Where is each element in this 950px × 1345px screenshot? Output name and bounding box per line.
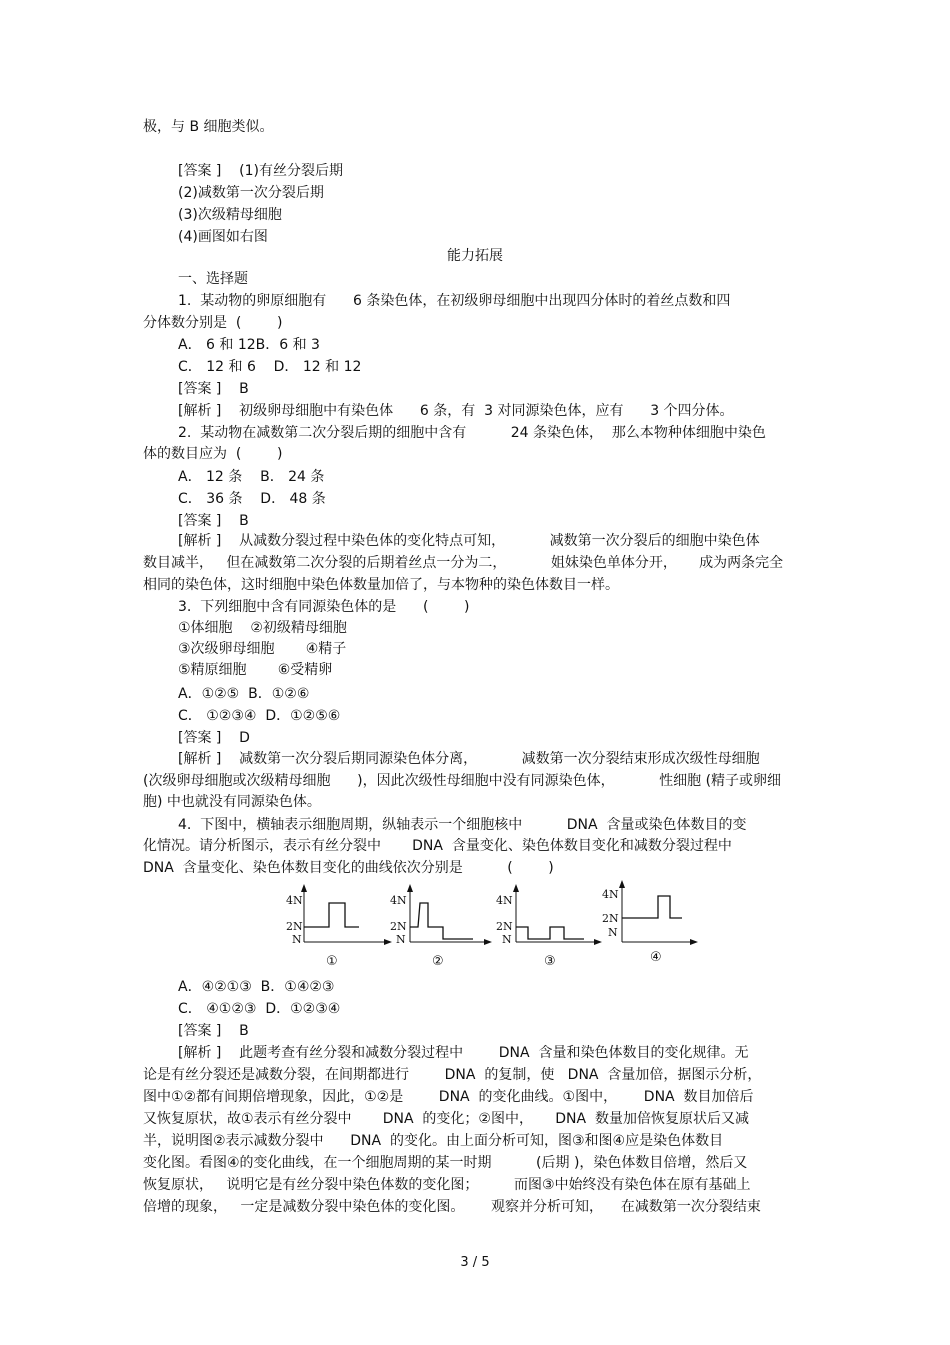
graph-4 <box>602 884 722 974</box>
explanation-line: [解析 ] 减数第一次分裂后期同源染色体分离， 减数第一次分裂结束形成次级性母细胞 <box>178 751 760 767</box>
graph-label: ② <box>432 954 444 969</box>
answer-line: (4)画图如右图 <box>178 229 268 245</box>
y-tick-2n: 2N <box>496 920 513 933</box>
y-tick-n: N <box>292 933 302 946</box>
graph-label: ④ <box>650 950 662 965</box>
graph-1 <box>284 884 404 974</box>
graph-2 <box>390 884 510 974</box>
question-text: 分体数分别是 ( ) <box>143 315 283 331</box>
option-line: C． ①②③④ D．①②⑤⑥ <box>178 708 341 724</box>
page-number: 3 / 5 <box>460 1255 490 1270</box>
y-tick-4n: 4N <box>286 894 303 907</box>
y-tick-2n: 2N <box>602 912 619 925</box>
graph-label: ③ <box>544 954 556 969</box>
explanation-line: 半，说明图②表示减数分裂中 DNA 的变化。由上面分析可知，图③和图④应是染色体数目 <box>143 1133 724 1149</box>
explanation-line: (次级卵母细胞或次级精母细胞 )，因此次级性母细胞中没有同源染色体， 性细胞 (精子或卵细 <box>143 773 782 789</box>
explanation-line: [解析 ] 初级卵母细胞中有染色体 6 条，有 3 对同源染色体，应有 3 个四分体。 <box>178 403 734 419</box>
question-text: 2. 某动物在减数第二次分裂后期的细胞中含有 24 条染色体， 那么本物种体细胞中染色 <box>178 425 766 441</box>
y-tick-n: N <box>608 926 618 939</box>
option-line: C． ④①②③ D．①②③④ <box>178 1001 341 1017</box>
text-line: 极，与 B 细胞类似。 <box>143 119 274 135</box>
explanation-line: 数目减半， 但在减数第二次分裂的后期着丝点一分为二， 姐妹染色单体分开， 成为两条完全 <box>143 555 784 571</box>
answer-line: [答案 ] B <box>178 381 249 397</box>
y-tick-n: N <box>502 933 512 946</box>
y-tick-2n: 2N <box>390 920 407 933</box>
explanation-line: 倍增的现象， 一定是减数分裂中染色体的变化图。 观察并分析可知， 在减数第一次分裂结束 <box>143 1199 761 1215</box>
option-line: ⑤精原细胞 ⑥受精卵 <box>178 662 333 678</box>
explanation-line: 变化图。看图④的变化曲线，在一个细胞周期的某一时期 (后期 )，染色体数目倍增，然后又 <box>143 1155 748 1171</box>
answer-line: [答案 ] B <box>178 513 249 529</box>
option-line: ①体细胞 ②初级精母细胞 <box>178 620 347 636</box>
option-line: C． 36 条 D． 48 条 <box>178 491 326 507</box>
y-tick-4n: 4N <box>602 888 619 901</box>
option-line: A．①②⑤ B．①②⑥ <box>178 686 310 702</box>
explanation-line: 又恢复原状，故①表示有丝分裂中 DNA 的变化；②图中， DNA 数量加倍恢复原状后又减 <box>143 1111 749 1127</box>
explanation-line: 恢复原状， 说明它是有丝分裂中染色体数的变化图； 而图③中始终没有染色体在原有基础上 <box>143 1177 751 1193</box>
answer-line: [答案 ] B <box>178 1023 249 1039</box>
y-tick-4n: 4N <box>496 894 513 907</box>
explanation-line: 胞) 中也就没有同源染色体。 <box>143 794 321 810</box>
question-text: 1. 某动物的卵原细胞有 6 条染色体，在初级卵母细胞中出现四分体时的着丝点数和四 <box>178 293 731 309</box>
y-tick-n: N <box>396 933 406 946</box>
graph-label: ① <box>326 954 338 969</box>
y-tick-4n: 4N <box>390 894 407 907</box>
question-text: 体的数目应为 ( ) <box>143 446 283 462</box>
option-line: ③次级卵母细胞 ④精子 <box>178 641 347 657</box>
explanation-line: 相同的染色体，这时细胞中染色体数量加倍了，与本物种的染色体数目一样。 <box>143 577 619 593</box>
option-line: A． 6 和 12B．6 和 3 <box>178 337 320 353</box>
y-tick-2n: 2N <box>286 920 303 933</box>
answer-line: [答案 ] (1)有丝分裂后期 <box>178 163 344 179</box>
question-text: 4. 下图中，横轴表示细胞周期，纵轴表示一个细胞核中 DNA 含量或染色体数目的变 <box>178 817 747 833</box>
section-heading: 一、选择题 <box>178 271 248 287</box>
answer-line: (2)减数第一次分裂后期 <box>178 185 324 201</box>
question-text: 3. 下列细胞中含有同源染色体的是 ( ) <box>178 599 470 615</box>
question-text: DNA 含量变化、染色体数目变化的曲线依次分别是 ( ) <box>143 860 554 876</box>
answer-line: (3)次级精母细胞 <box>178 207 282 223</box>
explanation-line: 论是有丝分裂还是减数分裂，在间期都进行 DNA 的复制，使 DNA 含量加倍，据图示分析， <box>143 1067 762 1083</box>
question-text: 化情况。请分析图示，表示有丝分裂中 DNA 含量变化、染色体数目变化和减数分裂过程中 <box>143 838 732 854</box>
explanation-line: 图中①②都有间期倍增现象，因此，①②是 DNA 的变化曲线。①图中， DNA 数目加倍后 <box>143 1089 754 1105</box>
option-line: C． 12 和 6 D． 12 和 12 <box>178 359 362 375</box>
graph-3 <box>496 884 616 974</box>
section-title: 能力拓展 <box>447 248 503 264</box>
explanation-line: [解析 ] 此题考查有丝分裂和减数分裂过程中 DNA 含量和染色体数目的变化规律。无 <box>178 1045 749 1061</box>
answer-line: [答案 ] D <box>178 730 250 746</box>
option-line: A． 12 条 B． 24 条 <box>178 469 325 485</box>
explanation-line: [解析 ] 从减数分裂过程中染色体的变化特点可知， 减数第一次分裂后的细胞中染色体 <box>178 533 760 549</box>
option-line: A．④②①③ B．①④②③ <box>178 979 335 995</box>
